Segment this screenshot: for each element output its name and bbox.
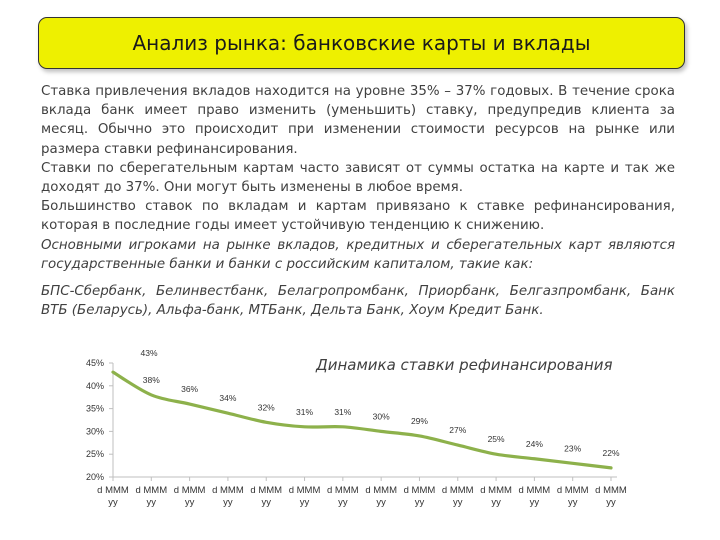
x-tick-label-year: yy: [567, 497, 578, 508]
x-tick-label: d MMM: [595, 485, 627, 496]
data-label: 27%: [449, 425, 467, 436]
x-tick-label-year: yy: [223, 497, 233, 508]
x-tick-label: d MMM: [250, 485, 283, 496]
paragraph-bank-list: БПС-Сбербанк, Белинвестбанк, Белагропромбанк, Приорбанк, Белгазпромбанк, Банк ВТБ (Беларусь), Альфа-банк, МТБанк, Дельта Банк, Хоум Кредит Банк.: [41, 284, 675, 319]
paragraph-deposit-rates: Ставка привлечения вкладов находится на уровне 35% – 37% годовых. В течение срока вклада банк имеет право изменить (уменьшить) ставку, предупредив клиента за месяц. Обычно это происходит при изменении стоимости ресурсов на рынке или размера ставки рефинансирования.: [41, 84, 675, 157]
x-tick-label: d MMM: [480, 485, 512, 496]
data-label: 38%: [142, 374, 160, 385]
x-tick-label-year: yy: [453, 497, 463, 508]
paragraph-main-players: Основными игроками на рынке вкладов, кредитных и сберегательных карт являются государственные банки и банки с российским капиталом, такие как:: [41, 237, 675, 272]
data-label: 23%: [564, 443, 582, 454]
data-label: 36%: [181, 384, 199, 395]
x-tick-label: d MMM: [403, 485, 436, 496]
x-tick-label-year: yy: [376, 497, 386, 508]
x-tick-label: d MMM: [288, 485, 321, 496]
x-tick-label: d MMM: [212, 485, 244, 496]
x-tick-label-year: yy: [491, 497, 501, 508]
x-tick-label-year: yy: [108, 497, 118, 508]
data-label: 43%: [140, 348, 158, 359]
x-tick-label-year: yy: [529, 497, 540, 508]
x-tick-label: d MMM: [97, 485, 129, 496]
y-tick-label: 25%: [86, 449, 105, 460]
data-label: 24%: [525, 438, 543, 449]
data-label: 29%: [410, 415, 428, 426]
data-label: 34%: [219, 393, 237, 404]
x-tick-label-year: yy: [606, 497, 616, 508]
y-tick-label: 30%: [86, 426, 105, 437]
x-tick-label: d MMM: [441, 485, 474, 496]
data-label: 32%: [257, 402, 275, 413]
x-tick-label: d MMM: [518, 485, 551, 496]
x-tick-label-year: yy: [414, 497, 425, 508]
x-tick-label: d MMM: [327, 485, 359, 496]
y-tick-label: 45%: [86, 358, 105, 368]
x-tick-label: d MMM: [173, 485, 206, 496]
data-label: 22%: [602, 447, 620, 458]
y-tick-label: 20%: [86, 472, 105, 482]
data-label: 31%: [296, 406, 314, 417]
x-tick-label-year: yy: [299, 497, 310, 508]
paragraph-refinancing: Большинство ставок по вкладам и картам привязано к ставке рефинансирования, которая в последние годы имеет устойчивую тенденцию к снижению.: [41, 199, 675, 234]
x-tick-label: d MMM: [135, 485, 168, 496]
data-label: 31%: [334, 406, 352, 417]
x-tick-label-year: yy: [261, 497, 271, 508]
page-title: Анализ рынка: банковские карты и вклады: [132, 31, 591, 55]
chart-title: Динамика ставки рефинансирования: [316, 356, 613, 374]
x-tick-label: d MMM: [556, 485, 589, 496]
y-tick-label: 40%: [86, 380, 105, 391]
x-tick-label-year: yy: [338, 497, 348, 508]
x-tick-label-year: yy: [184, 497, 195, 508]
x-tick-label-year: yy: [146, 497, 157, 508]
y-tick-label: 35%: [86, 403, 105, 414]
data-label: 30%: [372, 411, 390, 422]
x-tick-label: d MMM: [365, 485, 397, 496]
paragraph-savings-cards: Ставки по сберегательным картам часто зависят от суммы остатка на карте и так же доходят до 37%. Они могут быть изменены в любое время.: [41, 160, 675, 196]
data-label: 25%: [487, 434, 505, 445]
